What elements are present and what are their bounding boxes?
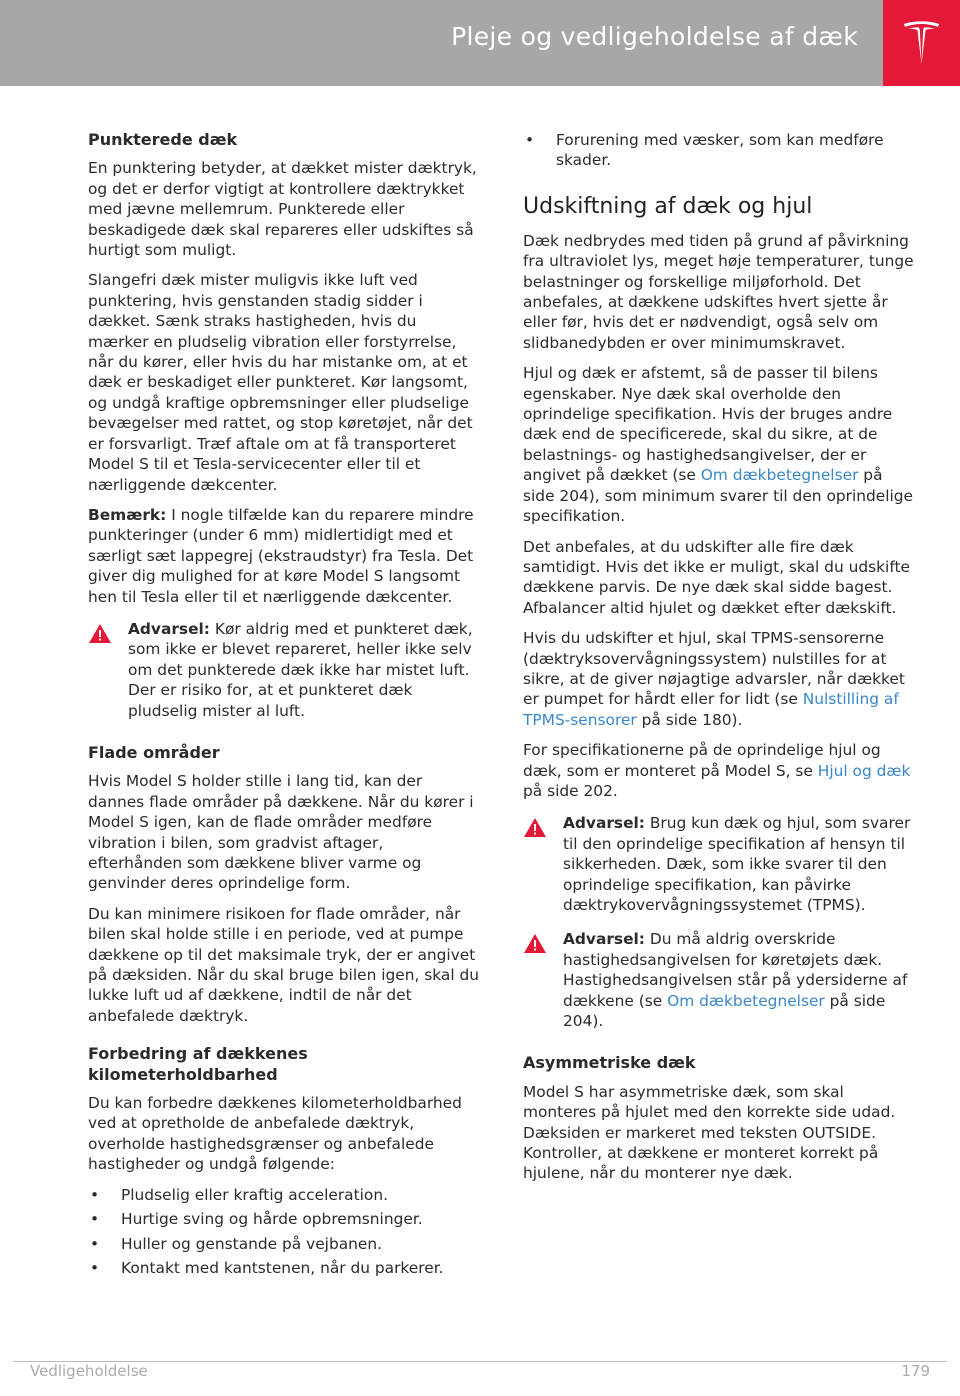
- paragraph: Slangefri dæk mister muligvis ikke luft ved punktering, hvis genstanden stadig sidder i dækket. Sænk straks hastigheden, hvis du mærker en pludselig vibration eller forstyrrelse, når du kører, eller hvis du har mistanke om, at et dæk er beskadiget eller punkteret. Kør langsomt, og undgå kraftige opbremsninger eller pludselige bevægelser med rattet, og stop køretøjet, når det er forsvarligt. Træf aftale om at få transporteret Model S til et Tesla-servicecenter eller til et nærliggende dækcenter.: [88, 271, 473, 494]
- bullet-icon: •: [90, 1185, 100, 1204]
- note-label: Bemærk:: [88, 505, 167, 524]
- heading-flat-spots: Flade områder: [88, 742, 220, 762]
- footer-divider: [13, 1361, 947, 1362]
- page-number: 179: [901, 1362, 930, 1380]
- paragraph: Hjul og dæk er afstemt, så de passer til bilens egenskaber. Nye dæk skal overholde den oprindelige specifikation. Hvis der bruges andre dæk end de specificerede, skal du sikre, at de belastnings- og hastighedsangivelser, der er angivet på dækket (se Om dækbetegnelser på side 204), som minimum svarer til den oprindelige specifikation.: [523, 364, 914, 526]
- warning-box: [523, 813, 915, 915]
- bullet-icon: •: [525, 131, 535, 149]
- page-title: Pleje og vedligeholdelse af dæk: [451, 22, 858, 51]
- bullet-list-continued: [523, 130, 915, 171]
- warning-label: Advarsel:: [128, 619, 210, 638]
- left-column: [88, 130, 480, 1286]
- warning-triangle-icon: [88, 623, 112, 644]
- bullet-icon: •: [90, 1210, 100, 1229]
- heading-punctured-tires: Punkterede dæk: [88, 130, 238, 149]
- warning-box: [88, 619, 480, 721]
- link-wheels-tires[interactable]: Hjul og dæk: [817, 761, 911, 780]
- header-band: [0, 0, 960, 86]
- tesla-logo-icon: [903, 20, 940, 66]
- bullet-list: [88, 1185, 480, 1279]
- note-paragraph: [88, 505, 480, 607]
- paragraph: Model S har asymmetriske dæk, som skal monteres på hjulet med den korrekte side udad. Dæksiden er markeret med teksten OUTSIDE. Kontroller, at dækkene er monteret korrekt på hjulene, når du monterer nye dæk.: [523, 1082, 896, 1183]
- link-tire-markings[interactable]: Om dækbetegnelser: [667, 991, 825, 1010]
- warning-triangle-icon: [523, 817, 547, 838]
- brand-logo-box: [883, 0, 960, 86]
- paragraph: Hvis Model S holder stille i lang tid, kan der dannes flade områder på dækkene. Når du kører i Model S igen, kan de flade områder medføre vibration i bilen, som gradvist aftager, efterhånden som dækkene bliver varme og genvinder deres oprindelige form.: [88, 772, 474, 893]
- link-tire-markings[interactable]: Om dækbetegnelser: [700, 466, 859, 485]
- list-item: • Kontakt med kantstenen, når du parkerer.: [90, 1258, 444, 1277]
- note-text: I nogle tilfælde kan du reparere mindre punkteringer (under 6 mm) midlertidigt med et særligt sæt lappegrej (ekstraudstyr) fra Tesla. Det giver dig mulighed for at køre Model S langsomt hen til Tesla eller til et nærliggende dækcenter.: [88, 505, 474, 606]
- right-column: [523, 130, 915, 1194]
- list-item: • Hurtige sving og hårde opbremsninger.: [90, 1210, 423, 1229]
- warning-text: Kør aldrig med et punkteret dæk, som ikke er blevet repareret, heller ikke selv om det punkterede dæk ikke har mistet luft. Der er risiko for, at et punkteret dæk pludselig mister al luft.: [128, 619, 473, 720]
- heading-asymmetric-tires: Asymmetriske dæk: [523, 1053, 696, 1073]
- paragraph: Du kan minimere risikoen for flade områder, når bilen skal holde stille i en periode, ved at pumpe dækkene op til det maksimale tryk, der er angivet på dæksiden. Når du skal bruge bilen igen, skal du lukke luft ud af dækkene, indtil de når det anbefalede dæktryk.: [88, 904, 480, 1025]
- list-item: • Forurening med væsker, som kan medføre skader.: [525, 131, 884, 170]
- warning-label: Advarsel:: [563, 814, 645, 833]
- list-item: • Huller og genstande på vejbanen.: [90, 1234, 383, 1253]
- paragraph: Du kan forbedre dækkenes kilometerholdbarhed ved at opretholde de anbefalede dæktryk, overholde hastighedsgrænser og anbefalede hastigheder og undgå følgende:: [88, 1094, 462, 1174]
- heading-tire-wheel-replacement: Udskiftning af dæk og hjul: [523, 193, 813, 219]
- warning-box: Advarsel: Du må aldrig overskride hastighedsangivelsen for køretøjets dæk. Hastighedsangivelsen står på ydersiderne af dækkene (se Om dækbetegnelser på side 204).: [523, 929, 915, 1031]
- paragraph: For specifikationerne på de oprindelige hjul og dæk, som er monteret på Model S, se Hjul og dæk på side 202.: [523, 741, 911, 800]
- paragraph: En punktering betyder, at dækket mister dæktryk, og det er derfor vigtigt at kontrollere dæktrykket med jævne mellemrum. Punkterede eller beskadigede dæk skal repareres eller udskiftes så hurtigt som muligt.: [88, 159, 477, 260]
- heading-tire-mileage: Forbedring af dækkenes kilometerholdbarhed: [88, 1044, 308, 1084]
- paragraph: Det anbefales, at du udskifter alle fire dæk samtidigt. Hvis det ikke er muligt, skal du udskifte dækkene parvis. De nye dæk skal sidde bagest. Afbalancer altid hjulet og dækket efter dækskift.: [523, 537, 910, 617]
- bullet-icon: •: [90, 1258, 100, 1277]
- paragraph: Hvis du udskifter et hjul, skal TPMS-sensorerne (dæktryksovervågningssystem) nulstilles for at sikre, at de giver nøjagtige advarsler, når dækket er pumpet for hårdt eller for lidt (se Nulstilling af TPMS-sensorer på side 180).: [523, 629, 905, 729]
- paragraph: Dæk nedbrydes med tiden på grund af påvirkning fra ultraviolet lys, meget høje temperaturer, tunge belastninger og forskellige miljøforhold. Det anbefales, at dækkene udskiftes hvert sjette år eller før, hvis det er nødvendigt, også selv om slidbanedybden er over minimumskravet.: [523, 231, 914, 352]
- warning-triangle-icon: [523, 933, 547, 954]
- footer-section: Vedligeholdelse: [30, 1362, 148, 1380]
- bullet-icon: •: [90, 1234, 100, 1253]
- warning-text: Brug kun dæk og hjul, som svarer til den oprindelige specifikation af hensyn til sikkerheden. Dæk, som ikke svarer til den oprindelige specifikation, kan påvirke dæktrykovervågningssystemet (TPMS).: [563, 814, 911, 914]
- list-item: • Pludselig eller kraftig acceleration.: [90, 1185, 388, 1204]
- warning-label: Advarsel:: [563, 930, 645, 949]
- link-tpms-reset[interactable]: Nulstilling af TPMS-sensorer: [523, 690, 899, 729]
